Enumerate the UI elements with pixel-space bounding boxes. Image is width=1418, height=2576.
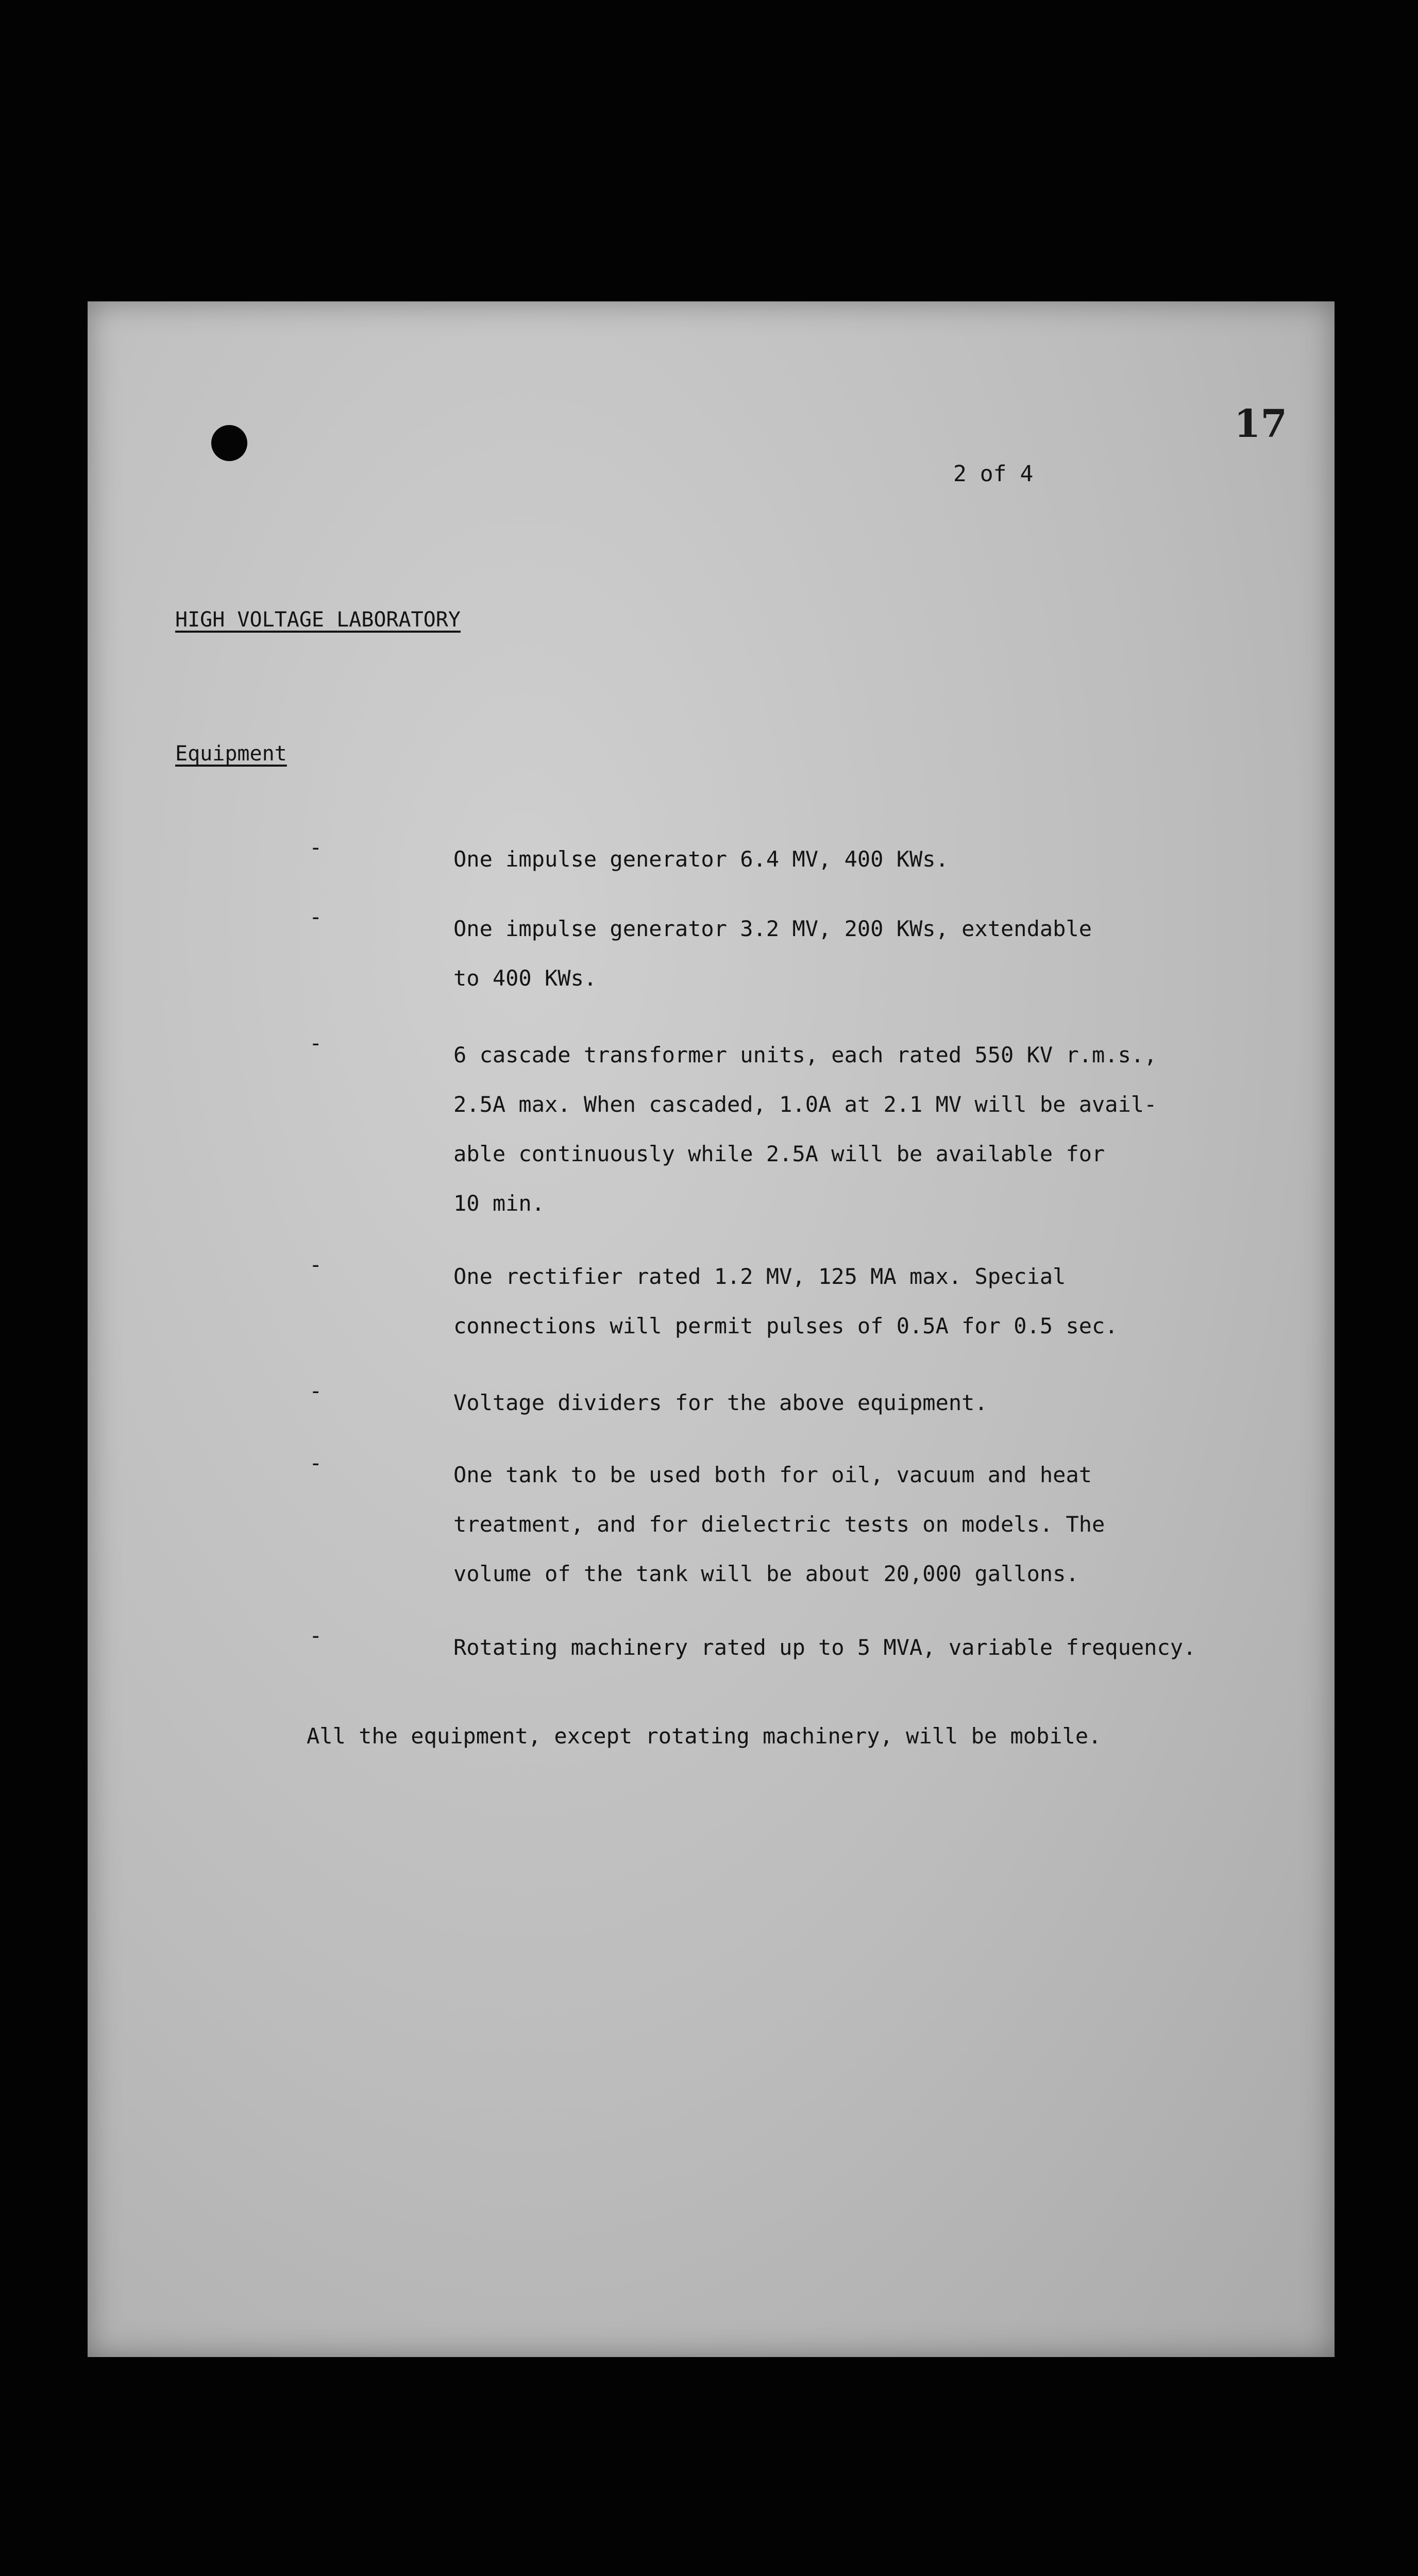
closing-note: All the equipment, except rotating machinery, will be mobile. [307,1723,1102,1749]
bullet-dash: - [309,1623,323,1648]
section-heading: Equipment [175,742,287,766]
bullet-dash: - [309,1378,323,1403]
list-item-text: One impulse generator 3.2 MV, 200 KWs, extendable to 400 KWs. [453,916,1092,991]
bullet-dash: - [309,1252,323,1277]
bullet-dash: - [309,835,323,860]
list-item-text: Voltage dividers for the above equipment. [453,1390,988,1415]
document-title: HIGH VOLTAGE LABORATORY [175,608,461,632]
bullet-dash: - [309,1450,323,1476]
bullet-dash: - [309,1030,323,1056]
list-item-text: One tank to be used both for oil, vacuum and heat treatment, and for dielectric tests on models. The volume of the tank will be about 20,000 gallons. [453,1462,1105,1586]
punch-hole [211,425,247,461]
list-item-text: One rectifier rated 1.2 MV, 125 MA max. Special connections will permit pulses of 0.5A for 0.5 sec. [453,1264,1118,1338]
list-item-text: Rotating machinery rated up to 5 MVA, variable frequency. [453,1635,1196,1660]
document-page [88,301,1335,2357]
page-indicator: 2 of 4 [953,461,1034,487]
folio-number: 17 [1234,402,1287,446]
bullet-dash: - [309,904,323,929]
list-item-text: One impulse generator 6.4 MV, 400 KWs. [453,846,949,872]
list-item-text: 6 cascade transformer units, each rated 550 KV r.m.s., 2.5A max. When cascaded, 1.0A at 2.1 MV will be avail- able continuously while 2.5A will be available for 10 min. [453,1042,1157,1216]
